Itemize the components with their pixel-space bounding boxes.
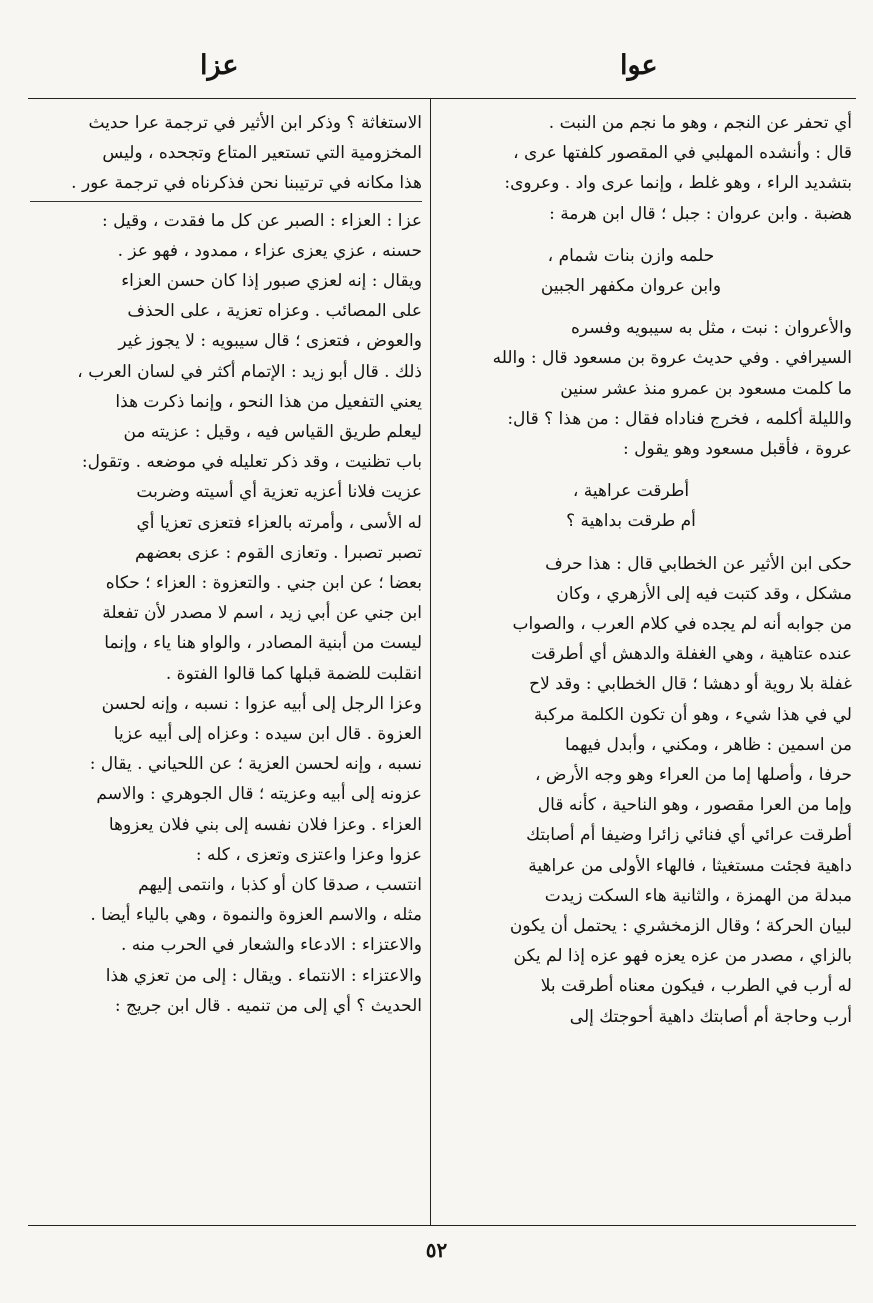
text-line: ذلك . قال أبو زيد : الإتمام أكثر في لسان العرب ، (77, 361, 422, 382)
page-number: ٥٢ (425, 1238, 448, 1262)
text-line: مشكل ، وقد كتبت فيه إلى الأزهري ، وكان (556, 583, 852, 604)
right-column (440, 108, 852, 1032)
header-left-word: عزا (200, 50, 239, 81)
text-line: حكى ابن الأثير عن الخطابي قال : هذا حرف (545, 553, 852, 574)
text-line: وعزا الرجل إلى أبيه عزوا : نسبه ، وإنه لحسن (101, 693, 422, 714)
text-line: حلمه وازن بنات شمام ، (547, 245, 715, 266)
spacer (440, 301, 852, 313)
text-line: العزوة . قال ابن سيده : وعزاه إلى أبيه عزيا (113, 724, 422, 745)
text-line: نسبه ، وإنه لحسن العزية ؛ عن اللحياني . يقال : (89, 754, 422, 775)
text-line: أي تحفر عن النجم ، وهو ما نجم من النبت . (548, 113, 852, 133)
text-line: ليعلم طريق القياس فيه ، وقيل : عزيته من (123, 422, 422, 443)
text-line: عزوا وعزا واعتزى وتعزى ، كله : (195, 844, 422, 865)
text-line: غفلة بلا روية أو دهشا ؛ قال الخطابي : وقد لاح (529, 674, 852, 695)
spacer (440, 464, 852, 476)
text-line: من اسمين : ظاهر ، ومكني ، وأبدل فيهما (565, 734, 852, 755)
text-line: هذا مكانه في ترتيبنا نحن فذكرناه في ترجمة عور . (71, 173, 422, 194)
footer-rule (28, 1225, 856, 1226)
text-line: هضبة . وابن عروان : جبل ؛ قال ابن هرمة : (549, 203, 852, 224)
text-line: والليلة أكلمه ، فخرج فناداه فقال : من هذا ؟ قال: (507, 408, 852, 429)
text-line: السيرافي . وفي حديث عروة بن مسعود قال : والله (492, 348, 852, 369)
text-line: لي في هذا شيء ، وهو أن تكون الكلمة مركبة (533, 704, 852, 725)
text-line: انقلبت للضمة قبلها كما قالوا الفتوة . (165, 663, 422, 684)
text-line: الحديث ؟ أي إلى من تنميه . قال ابن جريج : (114, 995, 422, 1016)
text-line: أطرقت عرائي أي فنائي زائرا وضيفا أم أصابتك (526, 825, 852, 846)
spacer (30, 201, 422, 202)
spacer (440, 229, 852, 241)
header-rule (28, 98, 856, 99)
text-line: حسنه ، عزي يعزى عزاء ، ممدود ، فهو عز . (117, 240, 422, 261)
text-line: يعني التفعيل من هذا النحو ، وإنما ذكرت هذا (115, 391, 422, 412)
text-line: حرفا ، وأصلها إما من العراء وهو وجه الأرض ، (534, 765, 852, 786)
text-line: قال : وأنشده المهلبي في المقصور كلفتها عرى ، (513, 143, 852, 164)
text-line: الاستغاثة ؟ وذكر ابن الأثير في ترجمة عرا حديث (88, 113, 422, 133)
spacer (440, 537, 852, 549)
text-line: أرب وحاجة أم أصابتك داهية أحوجتك إلى (569, 1006, 852, 1027)
text-line: أطرقت عراهية ، (572, 481, 690, 502)
text-line: باب تظنيت ، وقد ذكر تعليله في موضعه . وتقول: (81, 452, 422, 473)
left-column (30, 108, 422, 1021)
text-line: داهية فجئت مستغيثا ، فالهاء الأولى من عراهية (528, 855, 852, 876)
text-line: والاعتزاء : الادعاء والشعار في الحرب منه . (120, 935, 422, 956)
text-line: وابن عروان مكفهر الجبين (540, 276, 722, 297)
text-line: تصبر تصبرا . وتعازى القوم : عزى بعضهم (135, 542, 422, 563)
text-line: انتسب ، صدقا كان أو كذبا ، وانتمى إليهم (138, 875, 422, 896)
text-line: عزونه إلى أبيه وعزيته ؛ قال الجوهري : والاسم (96, 784, 422, 805)
text-line: بتشديد الراء ، وهو غلط ، وإنما عرى واد . وعروى: (504, 173, 852, 194)
text-line: أم طرقت بداهية ؟ (566, 511, 696, 532)
text-line: بعضا ؛ عن ابن جني . والتعزوة : العزاء ؛ حكاه (105, 573, 422, 594)
text-line: عنده عتاهية ، وهي الغفلة والدهش أي أطرقت (530, 644, 852, 665)
text-line: له أرب في الطرب ، فيكون معناه أطرقت بلا (540, 976, 852, 997)
text-line: العزاء . وعزا فلان نفسه إلى بني فلان يعزوها (108, 814, 422, 835)
text-line: على المصائب . وعزاه تعزية ، على الحذف (127, 301, 422, 322)
text-line: والأعروان : نبت ، مثل به سيبويه وفسره (570, 318, 852, 339)
text-line: لبيان الحركة ؛ وقال الزمخشري : يحتمل أن يكون (509, 916, 852, 937)
text-line: ليست من أبنية المصادر ، والواو هنا ياء ، وإنما (104, 633, 422, 654)
text-line: ويقال : إنه لعزي صبور إذا كان حسن العزاء (121, 271, 422, 292)
text-line: له الأسى ، وأمرته بالعزاء فتعزى تعزيا أي (136, 512, 422, 533)
text-line: ابن جني عن أبي زيد ، اسم لا مصدر لأن تفعلة (102, 603, 422, 624)
text-line: من جوابه أنه لم يجده في كلام العرب ، والصواب (512, 614, 852, 635)
text-line: مبدلة من الهمزة ، والثانية هاء السكت زيدت (544, 885, 852, 906)
column-divider (430, 98, 431, 1225)
text-line: مثله ، والاسم العزوة والنموة ، وهي بالياء أيضا . (90, 905, 422, 926)
text-line: بالزاي ، مصدر من عزه يعزه فهو عزه إذا لم يكن (513, 946, 852, 967)
text-line: المخزومية التي تستعير المتاع وتجحده ، وليس (102, 143, 422, 164)
text-line: عزيت فلانا أعزيه تعزية أي أسيته وضربت (136, 482, 422, 503)
text-line: عروة ، فأقبل مسعود وهو يقول : (623, 439, 852, 460)
text-line: والعوض ، فتعزى ؛ قال سيبويه : لا يجوز غير (118, 331, 422, 352)
header-right-word: عوا (620, 50, 658, 81)
text-line: وإما من العرا مقصور ، وهو الناحية ، كأنه قال (537, 795, 852, 816)
text-line: والاعتزاء : الانتماء . ويقال : إلى من تعزي هذا (105, 965, 422, 986)
text-line: ما كلمت مسعود بن عمرو منذ عشر سنين (560, 378, 852, 399)
text-line: عزا : العزاء : الصبر عن كل ما فقدت ، وقيل : (101, 210, 422, 231)
